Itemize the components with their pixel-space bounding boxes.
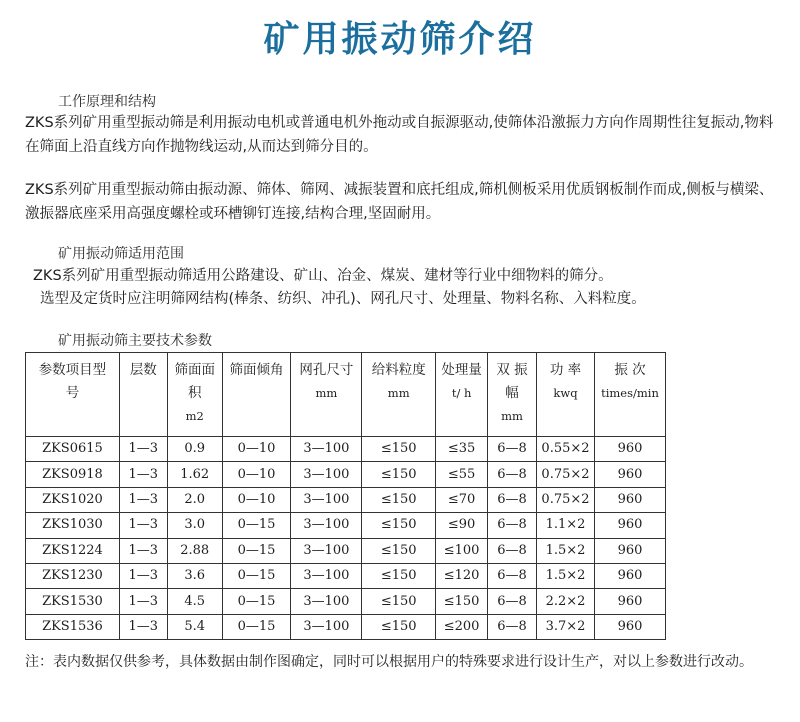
page-title: 矿用振动筛介绍 [263,19,537,60]
table-cell: 1.5×2 [537,563,595,588]
table-cell: 0—15 [222,589,291,614]
table-header-cell [537,353,595,437]
table-cell: ≤150 [362,513,436,538]
table-cell: 3.0 [167,513,222,538]
table-cell: 4.5 [167,589,222,614]
table-cell: 2.2×2 [537,589,595,614]
table-header-cell [167,353,222,437]
table-cell: ZKS1224 [26,538,120,563]
header-unit: times/min [601,386,659,400]
table-cell: 960 [594,538,665,563]
table-cell: 2.88 [167,538,222,563]
table-cell: 3—100 [291,538,362,563]
table-cell: 5.4 [167,614,222,639]
table-cell: ≤70 [436,487,488,512]
table-cell: ≤150 [362,437,436,462]
table-cell: 0—10 [222,462,291,487]
table-cell: 0.75×2 [537,462,595,487]
table-cell: ≤150 [362,462,436,487]
header-label-line: 给料粒度 [371,362,426,378]
table-cell: ≤150 [362,487,436,512]
header-label-line: 筛面面 [174,362,215,378]
table-row [26,614,666,639]
table-cell: 3—100 [291,462,362,487]
table-cell: ≤35 [436,437,488,462]
table-cell: 6—8 [488,487,537,512]
table-header-cell [222,353,291,437]
table-cell: 1—3 [119,437,167,462]
table-header-cell [119,353,167,437]
table-row [26,487,666,512]
table-header-cell [488,353,537,437]
table-row [26,563,666,588]
header-label-line: 号 [65,385,80,401]
table-cell: 0.55×2 [537,437,595,462]
table-cell: 1.62 [167,462,222,487]
table-body [26,437,666,640]
table-cell: 0—15 [222,538,291,563]
table-cell: ≤150 [362,614,436,639]
table-cell: 3.7×2 [537,614,595,639]
table-cell: 6—8 [488,437,537,462]
table-cell: ≤150 [362,538,436,563]
table-cell: 960 [594,614,665,639]
table-cell: 0.75×2 [537,487,595,512]
header-label-line: 双 振 [496,362,528,378]
section-heading-application: 矿用振动筛适用范围 [58,246,184,262]
table-cell: 1.5×2 [537,538,595,563]
table-cell: 0—15 [222,614,291,639]
footnote: 注：表内数据仅供参考，具体数据由制作图确定，同时可以根据用户的特殊要求进行设计生产，对以上参数进行改动。 [25,654,753,670]
table-cell: 960 [594,513,665,538]
table-header-row [26,353,666,437]
table-cell: 6—8 [488,614,537,639]
table-cell: 960 [594,437,665,462]
table-cell: ≤150 [362,589,436,614]
header-label-line: 功 率 [549,362,582,378]
table-cell: 1—3 [119,589,167,614]
table-cell: ZKS1030 [26,513,120,538]
table-row [26,538,666,563]
section-heading-principle: 工作原理和结构 [58,94,156,110]
table-cell: ZKS1530 [26,589,120,614]
section-heading-params: 矿用振动筛主要技术参数 [58,333,212,349]
header-label-line: 积 [187,385,202,401]
table-cell: 0.9 [167,437,222,462]
table-cell: 3—100 [291,589,362,614]
table-cell: 3—100 [291,563,362,588]
table-cell: 3—100 [291,513,362,538]
header-unit: mm [315,386,338,400]
header-label-line: 振 次 [614,362,646,378]
table-cell: 3.6 [167,563,222,588]
table-cell: ZKS1230 [26,563,120,588]
table-cell: 3—100 [291,487,362,512]
table-cell: ≤200 [436,614,488,639]
table-cell: 1—3 [119,462,167,487]
application-line-2: 选型及定货时应注明筛网结构(棒条、纺织、冲孔)、网孔尺寸、处理量、物料名称、入料粒度。 [40,291,646,307]
table-cell: 0—10 [222,437,291,462]
table-cell: 6—8 [488,538,537,563]
application-line-1: ZKS系列矿用重型振动筛适用公路建设、矿山、冶金、煤炭、建材等行业中细物料的筛分。 [33,268,613,284]
table-cell: 960 [594,563,665,588]
table-cell: 6—8 [488,513,537,538]
parameters-table [25,352,666,640]
table-cell: 1—3 [119,513,167,538]
table-cell: ZKS0615 [26,437,120,462]
table-cell: ≤150 [362,563,436,588]
table-cell: 6—8 [488,563,537,588]
table-cell: 1—3 [119,487,167,512]
table-cell: 960 [594,487,665,512]
table-cell: 0—15 [222,513,291,538]
principle-paragraph-1: ZKS系列矿用重型振动筛是利用振动电机或普通电机外拖动或自振源驱动,使筛体沿激振力方向作周期性往复振动,物料在筛面上沿直线方向作抛物线运动,从而达到筛分目的。 [25,115,774,155]
header-label-line: 幅 [505,385,519,401]
table-cell: 2.0 [167,487,222,512]
table-cell: 1—3 [119,538,167,563]
table-header-cell [362,353,436,437]
table-cell: 1.1×2 [537,513,595,538]
table-cell: ≤100 [436,538,488,563]
header-unit: mm [501,409,523,423]
header-label-line: 处理量 [441,362,482,378]
table-cell: ≤55 [436,462,488,487]
principle-paragraph-2: ZKS系列矿用重型振动筛由振动源、筛体、筛网、减振装置和底托组成,筛机侧板采用优质钢板制作而成,侧板与横梁、激振器底座采用高强度螺栓或环槽铆钉连接,结构合理,坚固耐用。 [25,182,774,222]
table-cell: 0—10 [222,487,291,512]
table-cell: ≤120 [436,563,488,588]
header-unit: mm [387,386,410,400]
table-cell: ≤150 [436,589,488,614]
header-unit: kwq [553,386,578,400]
table-row [26,513,666,538]
table-row [26,437,666,462]
header-label-line: 层数 [129,362,157,378]
table-cell: 0—15 [222,563,291,588]
table-header-cell [594,353,665,437]
header-label-line: 筛面倾角 [229,362,284,378]
table-header-cell [291,353,362,437]
table-cell: 1—3 [119,563,167,588]
header-label-line: 网孔尺寸 [299,362,354,378]
table-cell: 960 [594,462,665,487]
table-cell: 1—3 [119,614,167,639]
table-cell: 6—8 [488,589,537,614]
table-cell: 960 [594,589,665,614]
table-cell: ZKS1020 [26,487,120,512]
table-cell: 3—100 [291,437,362,462]
table-cell: ZKS0918 [26,462,120,487]
table-cell: ZKS1536 [26,614,120,639]
table-cell: 3—100 [291,614,362,639]
table-row [26,462,666,487]
table-cell: 6—8 [488,462,537,487]
header-unit: t/ h [451,386,472,400]
table-header-cell [436,353,488,437]
header-unit: m2 [185,409,204,423]
table-cell: ≤90 [436,513,488,538]
table-header-cell [26,353,120,437]
table-row [26,589,666,614]
header-label-line: 参数项目型 [38,362,107,378]
